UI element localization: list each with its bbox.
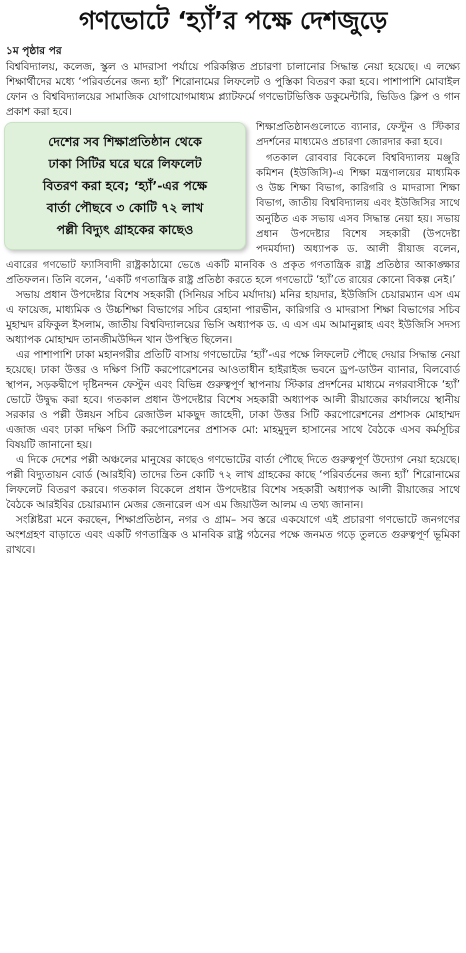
paragraph-1: বিশ্ববিদ্যালয়, কলেজ, স্কুল ও মাদরাসা পর্যায়ে পরিকল্পিত প্রচারণা চালানোর সিদ্ধান্ত নেয়া হয়েছে। এ লক্ষ্যে শিক্ষার্থীদের মধ্যে ‘পরিবর্তনের জন্য হ্যাঁ’ শিরোনামের লিফলেট ও পুস্তিকা বিতরণ করা হবে। পাশাপাশি মোবাইল ফোন ও বিশ্ববিদ্যালয়ের সামাজিক যোগাযোগমাধ্যম প্ল্যাটফর্মে গণভোটভিত্তিক ডকুমেন্টারি, ভিডিও ক্লিপ ও গান প্রকাশ করা হবে। (6, 61, 460, 118)
pullquote-line-2: ঢাকা সিটির ঘরে ঘরে লিফলেট (48, 156, 202, 171)
pullquote-line-1: দেশের সব শিক্ষাপ্রতিষ্ঠান থেকে (48, 134, 202, 149)
paragraph-2: শিক্ষাপ্রতিষ্ঠানগুলোতে ব্যানার, ফেস্টুন ও স্টিকার প্রদর্শনের মাধ্যমেও প্রচারণা জোরদার করা হবে। (256, 122, 460, 149)
paragraph-7: সংশ্লিষ্টরা মনে করছেন, শিক্ষাপ্রতিষ্ঠান, নগর ও গ্রাম– সব স্তরে একযোগে এই প্রচারণা গণভোটে জনগণের অংশগ্রহণ বাড়াতে এবং একটি গণতান্ত্রিক ও মানবিক রাষ্ট্র গঠনের পক্ষে জনমত গড়ে তুলতে গুরুত্বপূর্ণ ভূমিকা রাখবে। (6, 514, 460, 557)
pullquote-box (4, 122, 246, 250)
paragraph-6: এ দিকে দেশের পল্লী অঞ্চলের মানুষের কাছেও গণভোটের বার্তা পৌছে দিতে গুরুত্বপূর্ণ উদ্যোগ নেয়া হয়েছে। পল্লী বিদ্যুতায়ন বোর্ড (আরইবি) তাদের তিন কোটি ৭২ লাখ গ্রাহকের কাছে ‘পরিবর্তনের জন্য হ্যাঁ’ শিরোনামের লিফলেট বিতরণ করবে। গতকাল বিকেলে প্রধান উপদেষ্টার বিশেষ সহকারী অধ্যাপক আলী রীয়াজের সাথে বৈঠকে আরইবির চেয়ারম্যান মেজর জেনারেল এস এম জিয়াউল আলম এ তথ্য জানান। (6, 454, 460, 512)
pullquote-line-4: বার্তা পৌছবে ৩ কোটি ৭২ লাখ (46, 200, 204, 215)
headline: গণভোটে ‘হ্যাঁ’র পক্ষে দেশজুড়ে (78, 6, 388, 35)
paragraph-3: গতকাল রোববার বিকেলে বিশ্ববিদ্যালয় মঞ্জুরি কমিশন (ইউজিসি)-এ শিক্ষা মন্ত্রণালয়ের মাধ্যমিক ও উচ্চ শিক্ষা বিভাগ, কারিগরি ও মাদরাসা শিক্ষা বিভাগ, জাতীয় বিশ্ববিদ্যালয় এবং ইউজিসির সাথে অনুষ্ঠিত এক সভায় এসব সিদ্ধান্ত নেয়া হয়। সভায় প্রধান উপদেষ্টার বিশেষ সহকারী (উপদেষ্টা পদমর্যাদা) অধ্যাপক ড. আলী রীয়াজ বলেন, এবারের গণভোট ফ্যাসিবাদী রাষ্ট্রকাঠামো ভেঙে একটি মানবিক ও প্রকৃত গণতান্ত্রিক রাষ্ট্র প্রতিষ্ঠার আকাঙ্ক্ষার প্রতিফলন। তিনি বলেন, ‘একটি গণতান্ত্রিক রাষ্ট্র প্রতিষ্ঠা করতে হলে গণভোটে ‘হ্যাঁ’তে রায়ের কোনো বিকল্প নেই।’ (6, 152, 460, 286)
pullquote-line-3: বিতরণ করা হবে; ‘হ্যাঁ’-এর পক্ষে (42, 178, 208, 193)
paragraph-5: এর পাশাপাশি ঢাকা মহানগরীর প্রতিটি বাসায় গণভোটের ‘হ্যাঁ’-এর পক্ষে লিফলেট পৌছে দেয়ার সিদ্ধান্ত নেয়া হয়েছে। ঢাকা উত্তর ও দক্ষিণ সিটি করপোরেশনের আওতাধীন হাইরাইজ ভবনে ড্রপ-ডাউন ব্যানার, বিলবোর্ড স্থাপন, সড়কদ্বীপে দৃষ্টিনন্দন ফেস্টুন এবং বিভিন্ন গুরুত্বপূর্ণ স্থাপনায় স্টিকার প্রদর্শনের মাধ্যমে নগরবাসীকে ‘হ্যাঁ’ ভোটে উদ্বুদ্ধ করা হবে। গতকাল প্রধান উপদেষ্টার বিশেষ সহকারী অধ্যাপক আলী রীয়াজের কার্যালয়ে স্থানীয় সরকার ও পল্লী উন্নয়ন সচিব রেজাউল মাকছুদ জাহেদী, ঢাকা উত্তর সিটি করপোরেশনের প্রশাসক মোহাম্মদ এজাজ এবং ঢাকা দক্ষিণ সিটি করপোরেশনের প্রশাসক মো: মাহমুদুল হাসানের সাথে বৈঠকে এসব কর্মসূচির বিষয়টি জানানো হয়। (6, 349, 460, 452)
paragraph-4: সভায় প্রধান উপদেষ্টার বিশেষ সহকারী (সিনিয়র সচিব মর্যাদায়) মনির হায়দার, ইউজিসি চেয়ারম্যান এস এম এ ফায়েজ, মাধ্যমিক ও উচ্চশিক্ষা বিভাগের সচিব রেহানা পারভীন, কারিগরি ও মাদরাসা শিক্ষা বিভাগের সচিব মুহাম্মদ রফিকুল ইসলাম, জাতীয় বিশ্ববিদ্যালয়ের ভিসি অধ্যাপক ড. এ এস এম আমানুল্লাহ এবং ইউজিসি সদস্য অধ্যাপক মোহাম্মদ তানজীমউদ্দিন খান উপস্থিত ছিলেন। (6, 289, 460, 347)
pullquote-wrap-zone (6, 120, 460, 288)
pullquote-line-5: পল্লী বিদ্যুৎ গ্রাহকের কাছেও (56, 222, 194, 237)
continuation-label: ১ম পৃষ্ঠার পর (6, 45, 62, 57)
